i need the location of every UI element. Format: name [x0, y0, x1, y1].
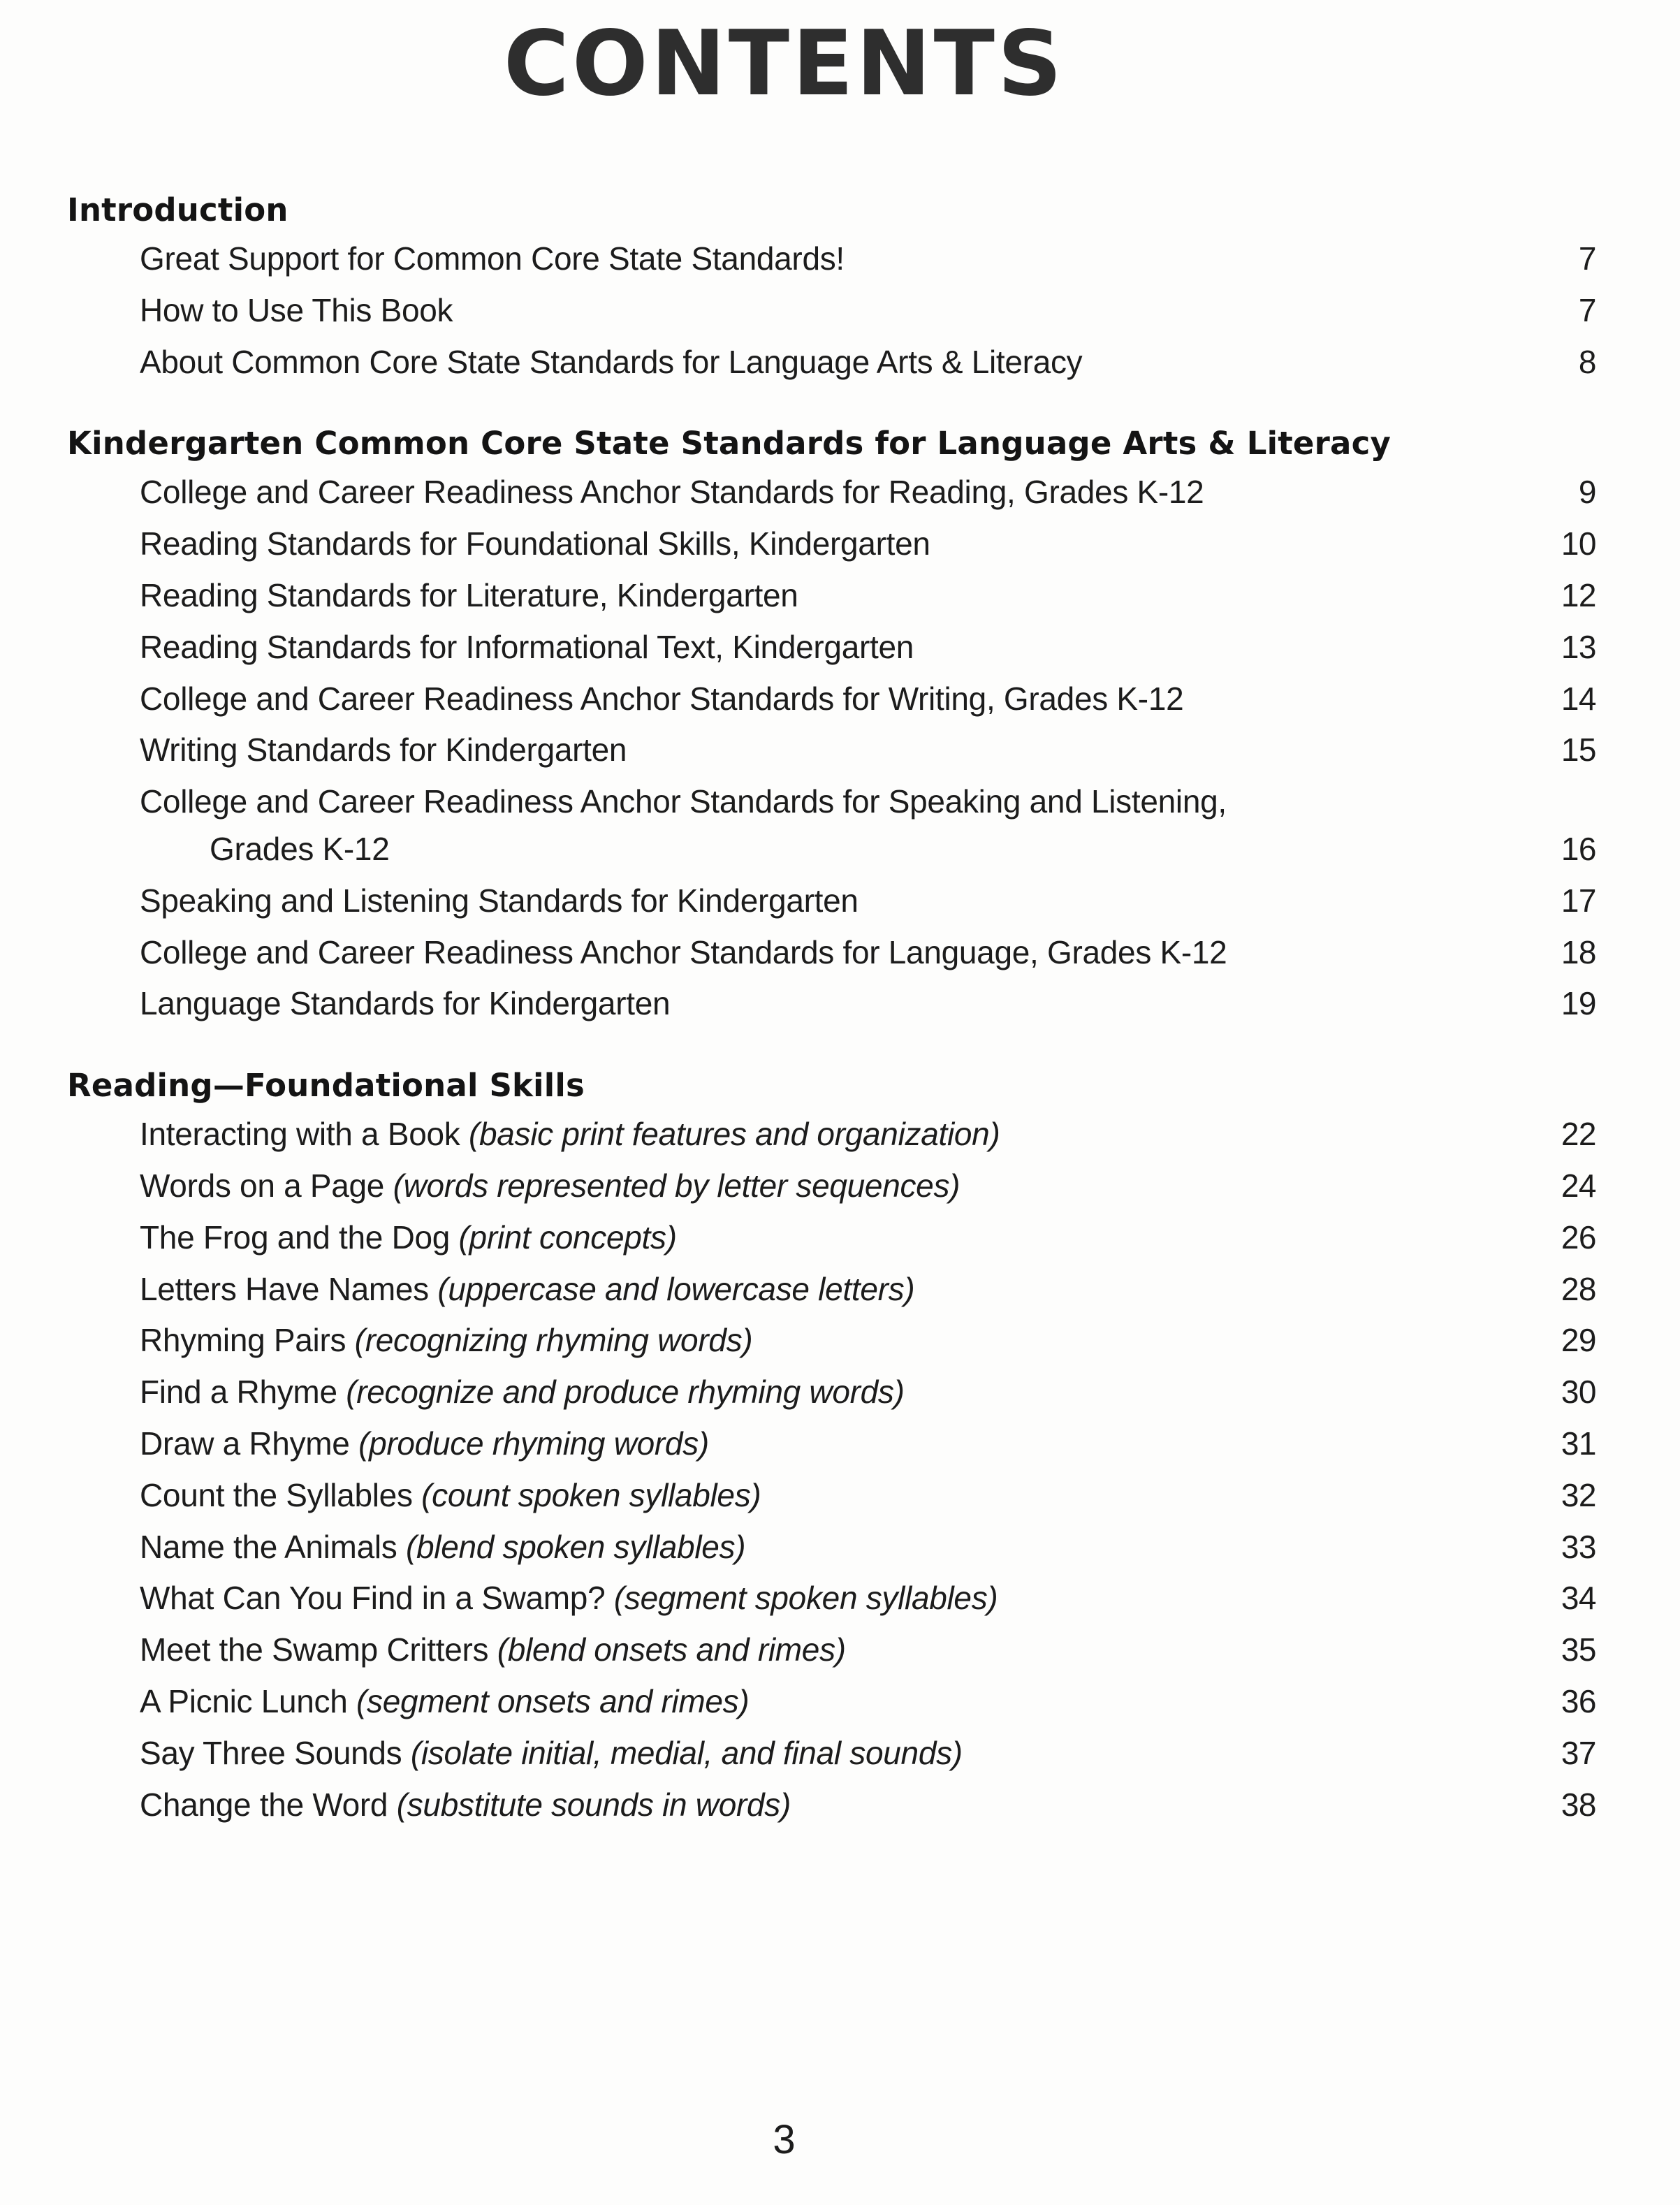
toc-entry-page-number: 16 [1561, 830, 1596, 867]
toc-entry-skill-note: (count spoken syllables) [421, 1476, 761, 1513]
toc-entry-page-number: 35 [1561, 1631, 1596, 1668]
toc-entry[interactable] [140, 342, 1596, 384]
toc-entry-page-number: 29 [1561, 1322, 1596, 1359]
toc-entry-title: Great Support for Common Core State Standards! [140, 240, 845, 277]
toc-entry[interactable] [140, 1733, 1596, 1775]
toc-entry-page-number: 7 [1578, 240, 1596, 277]
toc-entry[interactable] [140, 983, 1596, 1025]
toc-entry-page-number: 28 [1561, 1270, 1596, 1307]
toc-entry-label [140, 880, 865, 922]
toc-entry-title: Language Standards for Kindergarten [140, 985, 671, 1022]
toc-entry[interactable] [140, 880, 1596, 922]
toc-entry-label-text: Grades K-12 [210, 830, 390, 867]
toc-entry-label [140, 1475, 768, 1517]
toc-entry-label [140, 238, 852, 280]
toc-entry-label [140, 1269, 921, 1311]
toc-entry-label [140, 729, 634, 771]
toc-entry[interactable] [140, 1320, 1596, 1362]
toc-entry-title: Say Three Sounds [140, 1734, 411, 1771]
toc-entry-page-number: 17 [1561, 882, 1596, 919]
toc-entry-title: Meet the Swamp Critters [140, 1631, 497, 1668]
toc-entry-label [140, 1784, 798, 1826]
section-heading: Kindergarten Common Core State Standards for Language Arts & Literacy [67, 425, 1391, 463]
toc-entry[interactable] [140, 1629, 1596, 1671]
toc-entry-page-number: 8 [1578, 343, 1596, 380]
toc-entry-skill-note: (uppercase and lowercase letters) [437, 1270, 915, 1307]
toc-entry[interactable] [140, 472, 1596, 514]
toc-entry-title: About Common Core State Standards for Language Arts & Literacy [140, 343, 1083, 380]
toc-entry-label [140, 983, 677, 1025]
toc-entry[interactable] [140, 1217, 1596, 1259]
toc-entry-label [140, 1114, 1007, 1156]
toc-entry-title: Words on a Page [140, 1167, 393, 1204]
toc-entry[interactable] [140, 575, 1596, 617]
toc-entry-title: Count the Syllables [140, 1476, 422, 1513]
toc-entry[interactable] [140, 1165, 1596, 1207]
toc-entry-label [140, 1217, 684, 1259]
toc-entry-title: Writing Standards for Kindergarten [140, 732, 627, 769]
toc-entry-page-number: 30 [1561, 1374, 1596, 1411]
toc-entry-page-number: 31 [1561, 1425, 1596, 1462]
page-folio: 3 [773, 2117, 796, 2162]
toc-entry-title: Interacting with a Book [140, 1116, 469, 1153]
toc-entry-title: Name the Animals [140, 1528, 406, 1565]
toc-entry-skill-note: (blend onsets and rimes) [497, 1631, 846, 1668]
toc-entry-page-number: 32 [1561, 1476, 1596, 1513]
page-title: CONTENTS [503, 12, 1065, 116]
toc-entry-title: How to Use This Book [140, 291, 453, 328]
toc-entry-label [140, 290, 460, 332]
toc-entry[interactable] [140, 1423, 1596, 1465]
toc-entry[interactable] [140, 729, 1596, 771]
toc-entry-title: Reading Standards for Foundational Skills, Kindergarten [140, 525, 930, 562]
toc-section-introduction [67, 191, 1596, 383]
toc-entry-page-number: 12 [1561, 576, 1596, 613]
toc-entry-label [140, 627, 921, 669]
toc-entry-skill-note: (segment onsets and rimes) [356, 1682, 750, 1719]
toc-entry[interactable] [140, 1784, 1596, 1826]
toc-entry-skill-note: (print concepts) [458, 1218, 677, 1256]
toc-entry-title: College and Career Readiness Anchor Standards for Writing, Grades K-12 [140, 680, 1184, 717]
toc-entry-title: Speaking and Listening Standards for Kindergarten [140, 882, 859, 919]
toc-entry-page-number: 34 [1561, 1580, 1596, 1617]
toc-entry-skill-note: (substitute sounds in words) [396, 1786, 791, 1823]
toc-section-reading-foundational-skills [67, 1067, 1596, 1826]
toc-entry-page-number: 18 [1561, 933, 1596, 970]
toc-entry-skill-note: (isolate initial, medial, and final sounds) [410, 1734, 963, 1771]
toc-entry-skill-note: (segment spoken syllables) [613, 1580, 998, 1617]
toc-entry-title: Change the Word [140, 1786, 397, 1823]
toc-entry-label [140, 575, 805, 617]
toc-entry-title: Letters Have Names [140, 1270, 438, 1307]
toc-entry-skill-note: (words represented by letter sequences) [393, 1167, 960, 1204]
toc-entry[interactable] [140, 1269, 1596, 1311]
toc-entry-label [140, 932, 1234, 974]
toc-entry-page-number: 9 [1578, 474, 1596, 511]
toc-entry-page-number: 36 [1561, 1682, 1596, 1719]
toc-entry-title: Reading Standards for Informational Text, Kindergarten [140, 628, 914, 665]
toc-entry-page-number: 38 [1561, 1786, 1596, 1823]
toc-entry-title: College and Career Readiness Anchor Standards for Language, Grades K-12 [140, 933, 1227, 970]
toc-entry-page-number: 19 [1561, 985, 1596, 1022]
toc-entry-label [140, 1320, 759, 1362]
toc-entry-label [140, 1733, 970, 1775]
toc-entry-skill-note: (recognizing rhyming words) [354, 1322, 753, 1359]
toc-entry[interactable] [140, 1475, 1596, 1517]
toc-entry-title: College and Career Readiness Anchor Standards for Reading, Grades K-12 [140, 474, 1204, 511]
toc-entry-page-number: 13 [1561, 628, 1596, 665]
toc-entry[interactable] [140, 290, 1596, 332]
section-heading: Introduction [67, 191, 288, 228]
toc-entry-label [140, 1527, 752, 1569]
toc-entry-title: What Can You Find in a Swamp? [140, 1580, 614, 1617]
toc-entry[interactable] [140, 781, 1596, 871]
toc-entry-title: Reading Standards for Literature, Kindergarten [140, 576, 798, 613]
toc-entry-page-number: 15 [1561, 732, 1596, 769]
toc-entry-page-number: 14 [1561, 680, 1596, 717]
toc-entry-page-number: 10 [1561, 525, 1596, 562]
toc-section-kindergarten-common-core-state-standards-for-lan [67, 425, 1596, 1025]
toc-entry-label [140, 1629, 853, 1671]
toc-entry-label [140, 1578, 1005, 1620]
toc-entry-page-number: 22 [1561, 1116, 1596, 1153]
toc-entry-label [140, 1371, 912, 1413]
toc-entry-page-number: 37 [1561, 1734, 1596, 1771]
toc-entry-skill-note: (produce rhyming words) [358, 1425, 709, 1462]
toc-entry-title: A Picnic Lunch [140, 1682, 357, 1719]
toc-entry-label [140, 1681, 756, 1723]
toc-entry-page-number: 7 [1578, 291, 1596, 328]
toc-entry-page-number: 24 [1561, 1167, 1596, 1204]
toc-entry-skill-note: (recognize and produce rhyming words) [346, 1374, 905, 1411]
toc-entry[interactable] [140, 1527, 1596, 1569]
toc-entry[interactable] [140, 523, 1596, 565]
toc-entry[interactable] [140, 678, 1596, 720]
toc-entry-label [140, 342, 1089, 384]
toc-entry[interactable] [140, 932, 1596, 974]
toc-entry-title: Find a Rhyme [140, 1374, 346, 1411]
toc-entry[interactable] [140, 1578, 1596, 1620]
toc-entry-label [140, 678, 1190, 720]
toc-entry-page-number: 26 [1561, 1218, 1596, 1256]
toc-entry-page-number: 33 [1561, 1528, 1596, 1565]
toc-entry[interactable] [140, 627, 1596, 669]
toc-entry-title: Draw a Rhyme [140, 1425, 359, 1462]
toc-entry-label [140, 472, 1211, 514]
toc-entry-label [140, 1165, 967, 1207]
toc-entry-label: College and Career Readiness Anchor Standards for Speaking and Listening, [140, 783, 1227, 820]
toc-entry-skill-note: (blend spoken syllables) [405, 1528, 746, 1565]
toc-entry-title: The Frog and the Dog [140, 1218, 459, 1256]
section-heading: Reading—Foundational Skills [67, 1067, 585, 1105]
table-of-contents [0, 191, 1600, 1826]
toc-entry[interactable] [140, 238, 1596, 280]
toc-entry-label [140, 523, 937, 565]
toc-entry[interactable] [140, 1681, 1596, 1723]
toc-entry-skill-note: (basic print features and organization) [468, 1116, 1000, 1153]
toc-entry-label-continued [140, 829, 1596, 871]
toc-entry-title: Rhyming Pairs [140, 1322, 355, 1359]
toc-entry[interactable] [140, 1114, 1596, 1156]
toc-entry-label [140, 1423, 716, 1465]
toc-entry[interactable] [140, 1371, 1596, 1413]
